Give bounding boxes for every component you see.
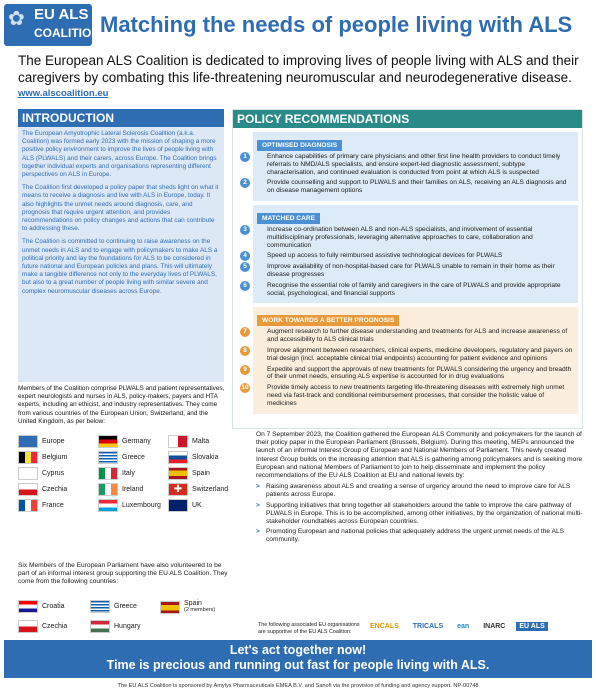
country-name: Czechia xyxy=(42,486,68,493)
country-name: Malta xyxy=(192,438,210,445)
country-name: Europe xyxy=(42,438,65,445)
malta-flag-icon xyxy=(168,435,188,448)
recommendation-item xyxy=(243,179,574,195)
flag-item xyxy=(18,620,67,633)
logo-line2: COALITION xyxy=(34,26,100,40)
croatia-flag-icon xyxy=(18,600,38,613)
website-link[interactable]: www.alscoalition.eu xyxy=(18,88,109,99)
uk-flag-icon xyxy=(168,499,188,512)
recommendation-text: Enhance capabilities of primary care physicians and other first line health providers to conduct timely referrals to NMD/ALS specialists, and ensure expert-led diagnostic assessment, subtype characterisation, and continued evaluation is conducted from point at which ALS is suspected xyxy=(267,153,561,176)
flower-icon: ✿ xyxy=(8,8,25,30)
recommendation-item xyxy=(241,384,574,407)
flag-item xyxy=(90,600,137,613)
section-tag: WORK TOWARDS A BETTER PROGNOSIS xyxy=(257,315,399,326)
tricals-logo: TRICALS xyxy=(412,623,444,630)
slovakia-flag-icon xyxy=(168,451,188,464)
introduction-heading: INTRODUCTION xyxy=(18,109,224,127)
country-name: Czechia xyxy=(42,623,68,630)
section-better-prognosis xyxy=(241,307,578,413)
flag-item xyxy=(168,435,209,448)
inarc-logo: INARC xyxy=(483,623,506,630)
number-badge: 6 xyxy=(240,281,250,291)
meps-text: Six Members of the European Parliament have also volunteered to be part of an informal interest group supporting the EU ALS Coalition. They come from the following countries: xyxy=(18,562,228,586)
intro-paragraph: The Coalition is committed to continuing to raise awareness on the unmet needs in ALS and to engage with policymakers to make ALS a political priority and lay the foundations for ALS to be considered in future national and European policies and plans. This will ultimately make a tangible difference not only to the everyday lives of PLWALS, but also to a great number of people living with similar severe and complex neuromuscular diseases across Europe. xyxy=(22,238,218,295)
lead-text: The European ALS Coalition is dedicated to improving lives of people living with ALS and their caregivers by combating this life-threatening neuromuscular and neurodegenerative disease. xyxy=(18,53,579,85)
event-text: On 7 September 2023, the Coalition gathered the European ALS Community and policymakers for the launch of their policy paper in the European Parliament (Brussels, Belgium). During this meeting, MEPs announced the launch of an informal Interest Group of European and National Members of Parliament. This newly created Interest Group builds on the increasing attention that ALS is gathering among policymakers and is seeking more European and national Members of Parliament to join to help disseminate and implement the policy recommendations of the EU ALS Coalition at EU and national levels by: xyxy=(256,431,583,480)
recommendation-text: Recognise the essential role of family and caregivers in the care of PLWALS and provide appropriate social, psychological, and financial supports xyxy=(267,281,561,297)
members-text: Members of the Coalition comprise PLWALS and patient representatives, expert neurologists and nurses in ALS, policy-makers, payers and HTA experts, including an ethicist, and industry representatives. They come from various countries of the European Union, Switzerland, and the United Kingdom, as per below: xyxy=(18,385,225,425)
recommendation-text: Increase co-ordination between ALS and non-ALS specialists, and involvement of essential multidisciplinary professionals, leveraging alternative approaches to care, collaboration and communication xyxy=(267,225,533,249)
hungary-flag-icon xyxy=(90,620,110,633)
czechia-flag-icon xyxy=(18,483,38,496)
recommendation-text: Provide timely access to new treatments targeting life-threatening diseases with extremely high unmet need via fast-track and conditional reimbursement processes, that consider the holistic value of medicines xyxy=(267,384,565,407)
number-badge: 4 xyxy=(240,251,250,261)
encals-logo: ENCALS xyxy=(370,623,399,630)
ireland-flag-icon xyxy=(98,483,118,496)
recommendation-item xyxy=(243,252,574,260)
logo-line1: EU ALS xyxy=(34,6,89,23)
number-badge: 10 xyxy=(241,384,249,392)
belgium-flag-icon xyxy=(18,451,38,464)
recommendation-text: Improve alignment between researchers, clinical experts, medicine developers, regulatory and payers on trial design (incl. acceptable clinical trial endpoints) accounting for patient evidence and opinions xyxy=(267,346,573,362)
country-name: Belgium xyxy=(42,454,68,461)
flag-item xyxy=(98,451,145,464)
event-bullets xyxy=(256,483,583,544)
event-bullet: > Supporting initiatives that bring together all stakeholders around the table to improve the care pathway of PLWALS in Europe. This is to be accomplished, among other initiatives, by the organization of national multi-stakeholder roundtables across European countries. xyxy=(256,502,583,527)
coalition-logo xyxy=(4,4,100,46)
flag-item xyxy=(18,467,64,480)
number-badge: 8 xyxy=(240,346,250,356)
intro-paragraph: The Coalition first developed a policy paper that sheds light on what it means to receive a diagnosis and live with ALS in Europe, today. It also highlights the unmet needs around diagnosis, care, and prognosis that require urgent attention, and provides recommendations on policy changes and actions that can contribute to addressing these. xyxy=(22,184,219,233)
recommendation-item xyxy=(243,225,574,249)
page-title: Matching the needs of people living with ALS xyxy=(100,12,573,37)
flag-item xyxy=(18,600,65,613)
introduction-panel xyxy=(18,109,224,382)
number-badge: 7 xyxy=(240,327,250,337)
greece-flag-icon xyxy=(90,600,110,613)
footer-text: The EU ALS Coalition is sponsored by Amylyx Pharmaceuticals EMEA B.V. and Sanofi via the provision of funding and agency support. NP-00748 xyxy=(117,683,479,689)
country-name: Ireland xyxy=(122,486,144,493)
policy-heading: POLICY RECOMMENDATIONS xyxy=(233,110,582,128)
country-name: Croatia xyxy=(42,603,65,610)
ean-logo: ean xyxy=(457,623,470,630)
country-name: Spain xyxy=(192,470,210,477)
recommendation-item xyxy=(243,328,574,344)
recommendation-text: Provide counselling and support to PLWALS and their families on ALS, receiving an ALS diagnosis and on disease management options xyxy=(267,179,567,195)
number-badge: 5 xyxy=(240,262,250,272)
germany-flag-icon xyxy=(98,435,118,448)
france-flag-icon xyxy=(18,499,38,512)
country-name: Luxembourg xyxy=(122,502,161,509)
flag-item xyxy=(168,467,210,480)
country-name: Cyprus xyxy=(42,470,65,477)
country-name: Germany xyxy=(122,438,151,445)
orgs-label: The following associated EU organisations are supportive of the EU ALS Coalition: xyxy=(258,622,360,635)
recommendation-item xyxy=(243,281,574,298)
flag-item xyxy=(98,435,151,448)
italy-flag-icon xyxy=(98,467,118,480)
flag-item xyxy=(18,483,67,496)
number-badge: 2 xyxy=(240,178,250,188)
recommendation-item xyxy=(243,346,574,363)
country-name: Greece xyxy=(114,603,137,610)
banner-line1: Let's act together now! xyxy=(229,643,367,657)
flag-item xyxy=(168,499,202,512)
intro-paragraph: The European Amyotrophic Lateral Sclerosis Coalition (a.k.a. Coalition) was formed early 2023 with the mission of shaping a more positive policy environment to improve the lives of people living with ALS (PLWALS) and their carers, across Europe. The Coalition brings together individual experts and organisations representing different perspectives on ALS in Europe. xyxy=(22,130,217,179)
flag-item xyxy=(98,467,135,480)
country-name: Spain xyxy=(184,600,202,607)
flag-item xyxy=(160,600,215,614)
recommendation-item xyxy=(243,263,574,279)
spain-flag-icon xyxy=(160,601,180,614)
call-to-action-banner xyxy=(4,640,592,678)
section-optimised-diagnosis xyxy=(243,132,578,201)
number-badge: 3 xyxy=(240,225,250,235)
country-name: Switzerland xyxy=(192,486,229,493)
country-name: Italy xyxy=(122,470,135,477)
switzerland-flag-icon: ✚ xyxy=(168,483,188,496)
recommendation-item xyxy=(243,365,574,382)
flag-item xyxy=(98,499,161,512)
recommendation-text: Improve availability of non-hospital-based care for PLWALS unable to remain in their home as their disease progresses xyxy=(267,263,555,278)
number-badge: 9 xyxy=(240,365,250,375)
spain-flag-icon xyxy=(168,467,188,480)
flag-item xyxy=(18,435,65,448)
number-badge: 1 xyxy=(240,152,250,162)
czechia-flag-icon xyxy=(18,620,38,633)
greece-flag-icon xyxy=(98,451,118,464)
event-bullet: > Promoting European and national policies that adequately address the urgent unmet needs of the ALS community. xyxy=(256,528,583,544)
section-tag: OPTIMISED DIAGNOSIS xyxy=(257,140,342,151)
flag-item xyxy=(168,451,218,464)
flag-item xyxy=(18,451,67,464)
cyprus-flag-icon xyxy=(18,467,38,480)
country-name: Slovakia xyxy=(192,454,219,461)
country-name: Greece xyxy=(122,454,145,461)
country-name: France xyxy=(42,502,64,509)
flag-item xyxy=(98,483,143,496)
section-matched-care xyxy=(243,205,578,303)
flag-item xyxy=(168,483,228,496)
policy-recommendations-panel xyxy=(232,109,583,429)
eu-flag-icon xyxy=(18,435,38,448)
country-name: UK xyxy=(192,502,202,509)
recommendation-text: Speed up access to fully reimbursed assistive technological devices for PLWALS xyxy=(267,252,503,260)
recommendation-text: Expedite and support the approvals of new treatments for PLWALS considering the urgency and breadth of their unmet needs, ensuring ALS expertise is accounted for in drug evaluations xyxy=(267,365,572,381)
recommendation-item xyxy=(243,153,574,176)
event-section xyxy=(256,431,583,547)
section-tag: MATCHED CARE xyxy=(257,213,320,224)
banner-line2: Time is precious and running out fast for people living with ALS. xyxy=(106,658,490,672)
recommendation-text: Augment research to further disease understanding and treatments for ALS and increase awareness of and accessibility to ALS clinical trials xyxy=(267,328,568,344)
spain-note: (2 members) xyxy=(184,607,216,613)
event-bullet: > Raising awareness about ALS and creating a sense of urgency around the need to improve care for ALS patients across Europe. xyxy=(256,483,583,499)
luxembourg-flag-icon xyxy=(98,499,118,512)
country-name: Hungary xyxy=(114,623,141,630)
org-logos xyxy=(367,622,548,631)
flag-item xyxy=(18,499,64,512)
flag-item xyxy=(90,620,140,633)
eu-als-logo: EU ALS xyxy=(516,622,547,631)
